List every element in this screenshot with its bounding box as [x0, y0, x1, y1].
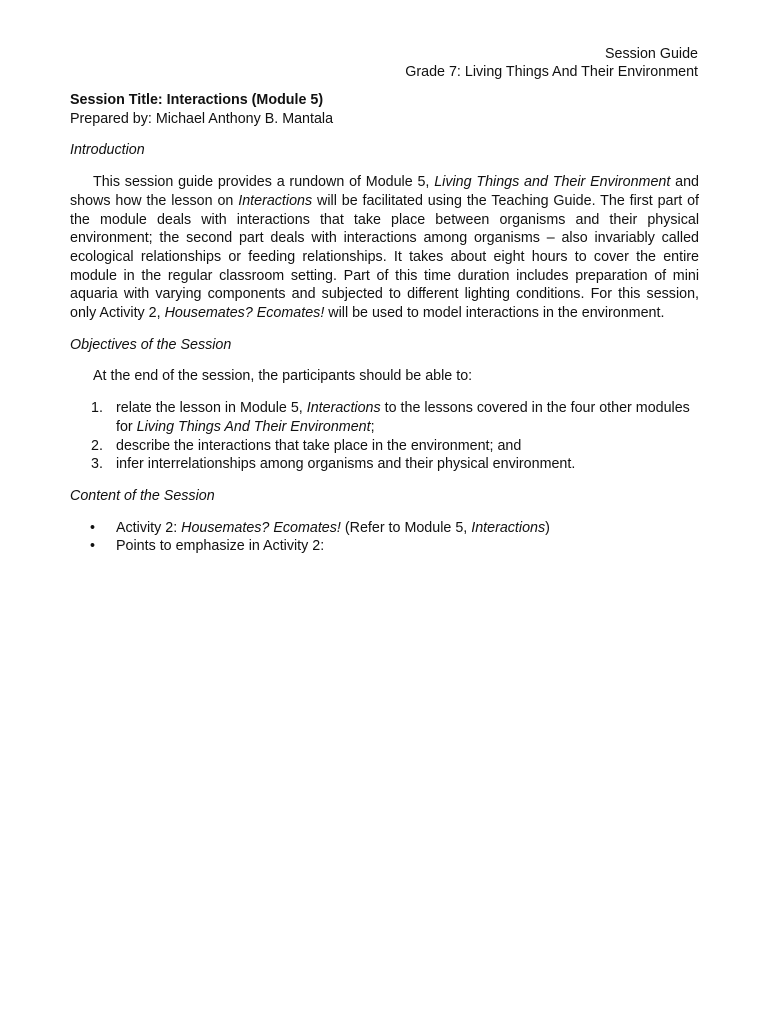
list-item: [70, 399, 699, 436]
intro-lesson-title: Interactions: [238, 192, 313, 209]
intro-activity-title: Housemates? Ecomates!: [164, 305, 325, 322]
content-text: (Refer to Module 5,: [340, 519, 472, 536]
bullet-icon: •: [90, 519, 96, 536]
introduction-paragraph: [70, 173, 699, 323]
header-line-2: Grade 7: Living Things And Their Environment: [405, 64, 698, 80]
objective-text: to the lessons covered in the four other modules for: [116, 400, 690, 435]
list-item: [70, 437, 699, 456]
content-list: [70, 519, 699, 556]
content-heading: Content of the Session: [70, 487, 215, 504]
content-text: ): [545, 519, 550, 536]
list-number: 1.: [91, 400, 103, 417]
intro-text: will be used to model interactions in the environment.: [324, 305, 665, 322]
intro-module-title: Living Things and Their Environment: [434, 174, 671, 191]
session-title: Session Title: Interactions (Module 5): [70, 92, 324, 108]
content-text: Points to emphasize in Activity 2:: [116, 538, 325, 555]
prepared-by: Prepared by: Michael Anthony B. Mantala: [70, 110, 334, 127]
content-activity-title: Housemates? Ecomates!: [181, 519, 341, 536]
objectives-list: [70, 399, 699, 474]
list-number: 3.: [91, 456, 103, 473]
objectives-heading: Objectives of the Session: [70, 336, 232, 353]
objective-text: describe the interactions that take place in the environment; and: [116, 437, 522, 454]
objective-text: infer interrelationships among organisms and their physical environment.: [116, 456, 576, 473]
intro-text: will be facilitated using the Teaching Guide. The first part of the module deals with interactions that take place between organisms and their physical environment; the second part deals with interactions among organisms – also invariably called ecological relationships or feeding relationships. It takes about eight hours to cover the entire module in the regular classroom setting. Part of this time duration includes preparation of mini aquaria with varying components and subjected to different lighting conditions. For this session, only Activity 2,: [70, 192, 699, 322]
header-line-1: Session Guide: [605, 46, 698, 62]
list-item: [70, 519, 699, 538]
document-body: [70, 91, 699, 556]
page-header: [405, 45, 698, 81]
objective-text: ;: [370, 418, 375, 435]
content-text: Activity 2:: [116, 519, 182, 536]
objective-module-title: Living Things And Their Environment: [136, 418, 371, 435]
intro-text: and shows how the lesson on: [70, 174, 699, 209]
list-item: [70, 537, 699, 556]
list-item: [70, 455, 699, 474]
objective-lesson-title: Interactions: [306, 400, 381, 417]
list-number: 2.: [91, 437, 103, 454]
content-lesson-title: Interactions: [471, 519, 546, 536]
objectives-lead: At the end of the session, the participants should be able to:: [93, 368, 473, 385]
intro-text: This session guide provides a rundown of Module 5,: [93, 174, 435, 191]
objective-text: relate the lesson in Module 5,: [116, 400, 307, 417]
bullet-icon: •: [90, 538, 96, 555]
introduction-heading: Introduction: [70, 142, 145, 159]
